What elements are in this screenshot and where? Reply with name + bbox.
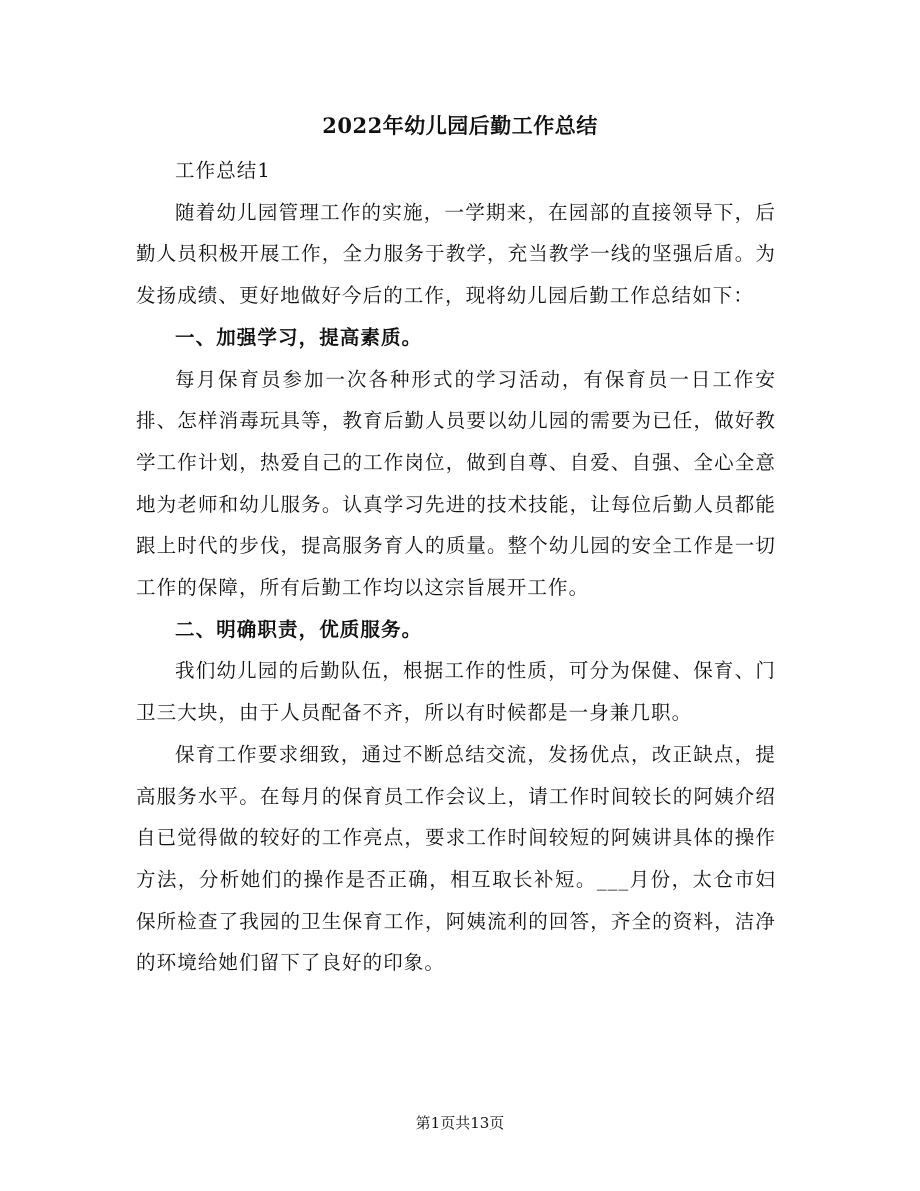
paragraph-study: 每月保育员参加一次各种形式的学习活动，有保育员一日工作安排、怎样消毒玩具等，教育后勤人员要以幼儿园的需要为已任，做好教学工作计划，热爱自己的工作岗位，做到自尊、自爱、自强、全心全意地为老师和幼儿服务。认真学习先进的技术技能，让每位后勤人员都能跟上时代的步伐，提高服务育人的质量。整个幼儿园的安全工作是一切工作的保障，所有后勤工作均以这宗旨展开工作。 bbox=[136, 367, 776, 600]
heading-duties: 二、明确职责，优质服务。 bbox=[175, 617, 423, 641]
paragraph-team: 我们幼儿园的后勤队伍，根据工作的性质，可分为保健、保育、门卫三大块，由于人员配备不齐，所以有时候都是一身兼几职。 bbox=[136, 659, 776, 725]
page-number: 第1页共13页 bbox=[415, 1114, 505, 1132]
heading-study: 一、加强学习，提高素质。 bbox=[175, 325, 423, 349]
paragraph-intro: 随着幼儿园管理工作的实施，一学期来，在园部的直接领导下，后勤人员积极开展工作，全力服务于教学，充当教学一线的坚强后盾。为发扬成绩、更好地做好今后的工作，现将幼儿园后勤工作总结如下： bbox=[136, 200, 776, 308]
paragraph-care: 保育工作要求细致，通过不断总结交流，发扬优点，改正缺点，提高服务水平。在每月的保育员工作会议上，请工作时间较长的阿姨介绍自已觉得做的较好的工作亮点，要求工作时间较短的阿姨讲具体的操作方法，分析她们的操作是否正确，相互取长补短。___月份，太仓市妇保所检查了我园的卫生保育工作，阿姨流利的回答，齐全的资料，洁净的环境给她们留下了良好的印象。 bbox=[136, 742, 776, 975]
document-body bbox=[136, 150, 776, 984]
section-label: 工作总结1 bbox=[175, 159, 271, 182]
document-title: 2022年幼儿园后勤工作总结 bbox=[322, 113, 598, 138]
